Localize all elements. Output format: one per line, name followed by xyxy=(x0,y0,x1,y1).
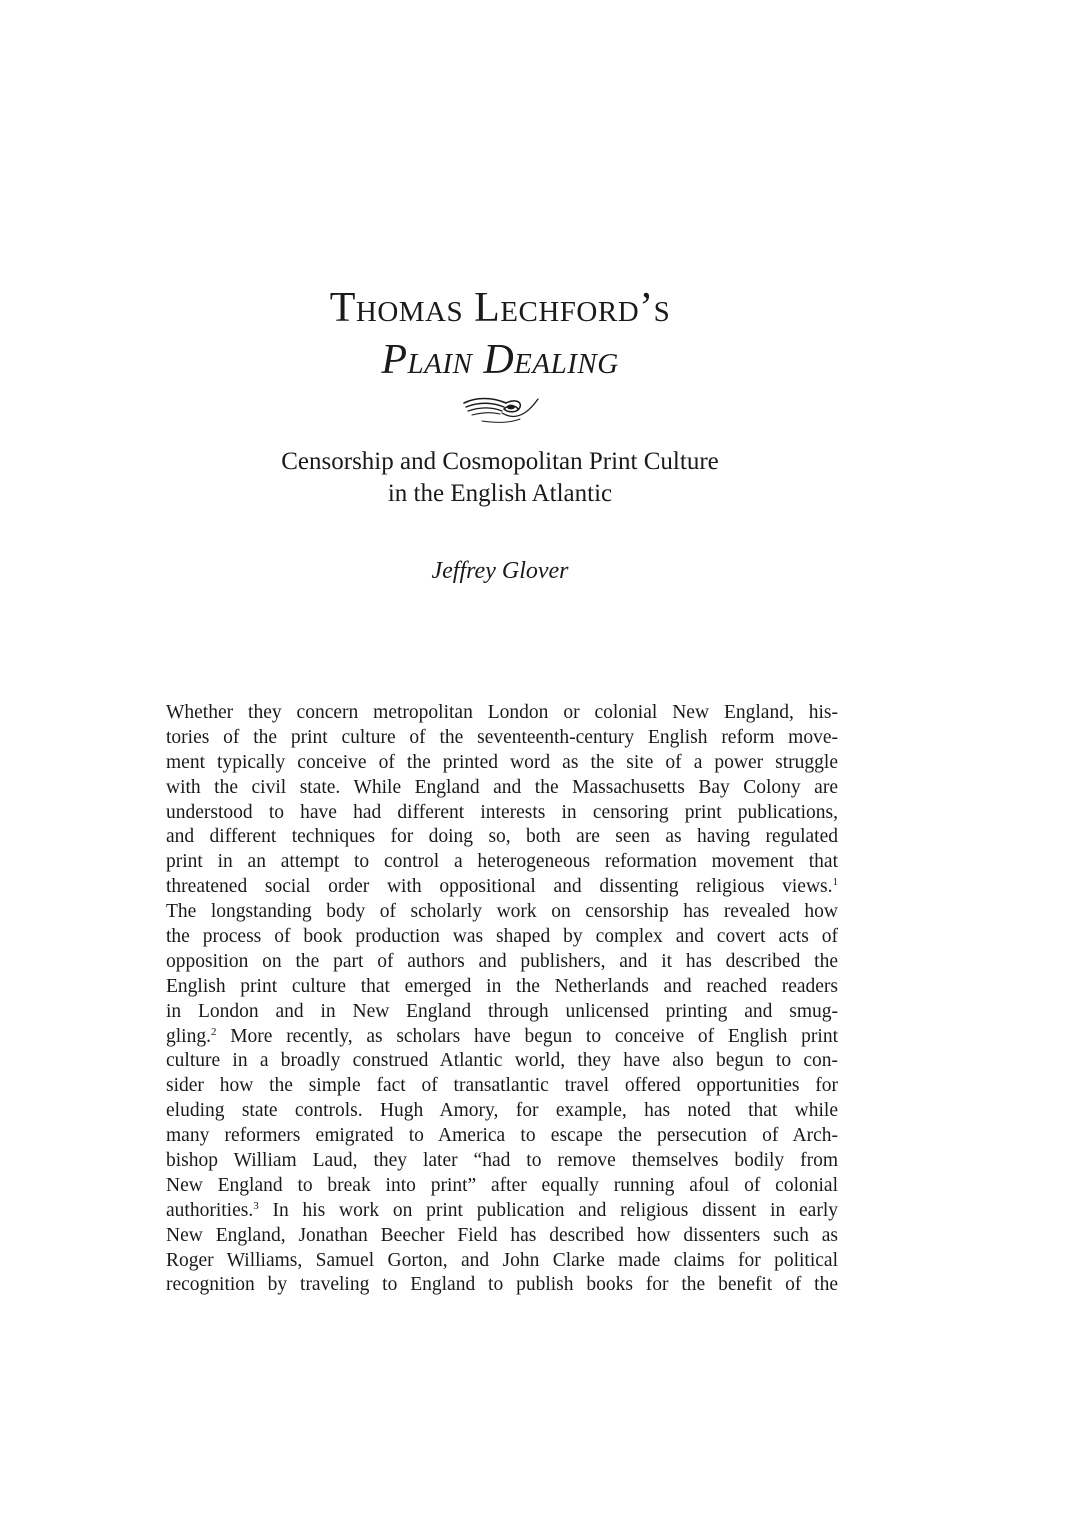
author-name: Jeffrey Glover xyxy=(431,558,569,584)
text-segment: threatened social order with oppositional and dissenting religious views. xyxy=(166,876,833,898)
title-line-2: Plain Dealing xyxy=(381,337,619,383)
chapter-title xyxy=(0,282,1000,386)
subtitle xyxy=(0,446,1000,510)
text-line: recognition by traveling to England to publish books for the benefit of the xyxy=(166,1274,838,1296)
title-line-1: Thomas Lechford’s xyxy=(329,285,671,331)
footnote-marker: 3 xyxy=(253,1199,259,1212)
text-line: Roger Williams, Samuel Gorton, and John Clarke made claims for political xyxy=(166,1249,838,1271)
text-segment: In his work on print publication and religious dissent in early xyxy=(258,1199,838,1221)
text-line: in London and in New England through unlicensed printing and smug- xyxy=(166,1000,838,1022)
body-paragraph xyxy=(166,701,838,1298)
text-line xyxy=(166,1025,838,1050)
text-line: bishop William Laud, they later “had to remove themselves bodily from xyxy=(166,1150,838,1172)
text-line: Whether they concern metropolitan London or colonial New England, his- xyxy=(166,702,838,723)
text-line: The longstanding body of scholarly work on censorship has revealed how xyxy=(166,901,838,923)
text-line: New England to break into print” after equally running afoul of colonial xyxy=(166,1174,838,1196)
text-line: with the civil state. While England and the Massachusetts Bay Colony are xyxy=(166,776,838,798)
text-segment: authorities. xyxy=(166,1199,254,1221)
text-line: ment typically conceive of the printed word as the site of a power struggle xyxy=(166,751,838,773)
text-line: tories of the print culture of the seventeenth-century English reform move- xyxy=(166,726,838,748)
text-line xyxy=(166,1199,838,1224)
text-line: New England, Jonathan Beecher Field has described how dissenters such as xyxy=(166,1224,838,1246)
text-line: many reformers emigrated to America to escape the persecution of Arch- xyxy=(166,1125,838,1147)
footnote-marker: 2 xyxy=(210,1025,217,1038)
text-line: eluding state controls. Hugh Amory, for example, has noted that while xyxy=(166,1100,838,1122)
text-line: opposition on the part of authors and publishers, and it has described the xyxy=(166,950,838,972)
footnote-marker: 1 xyxy=(832,876,838,889)
text-line: sider how the simple fact of transatlantic travel offered opportunities for xyxy=(166,1075,838,1097)
text-line: the process of book production was shaped by complex and covert acts of xyxy=(166,926,838,948)
subtitle-line-1: Censorship and Cosmopolitan Print Culture xyxy=(281,448,719,475)
text-line: print in an attempt to control a heterogeneous reformation movement that xyxy=(166,851,838,873)
text-line xyxy=(166,875,838,900)
text-line: culture in a broadly construed Atlantic world, they have also begun to con- xyxy=(166,1050,838,1072)
subtitle-line-2: in the English Atlantic xyxy=(387,480,613,507)
text-segment: gling. xyxy=(166,1025,211,1047)
fleuron-ornament-icon xyxy=(462,393,540,429)
text-segment: More recently, as scholars have begun to conceive of English print xyxy=(216,1025,838,1047)
text-line: English print culture that emerged in the Netherlands and reached readers xyxy=(166,975,838,997)
text-line: understood to have had different interests in censoring print publications, xyxy=(166,801,838,823)
text-line: and different techniques for doing so, both are seen as having regulated xyxy=(166,826,838,848)
